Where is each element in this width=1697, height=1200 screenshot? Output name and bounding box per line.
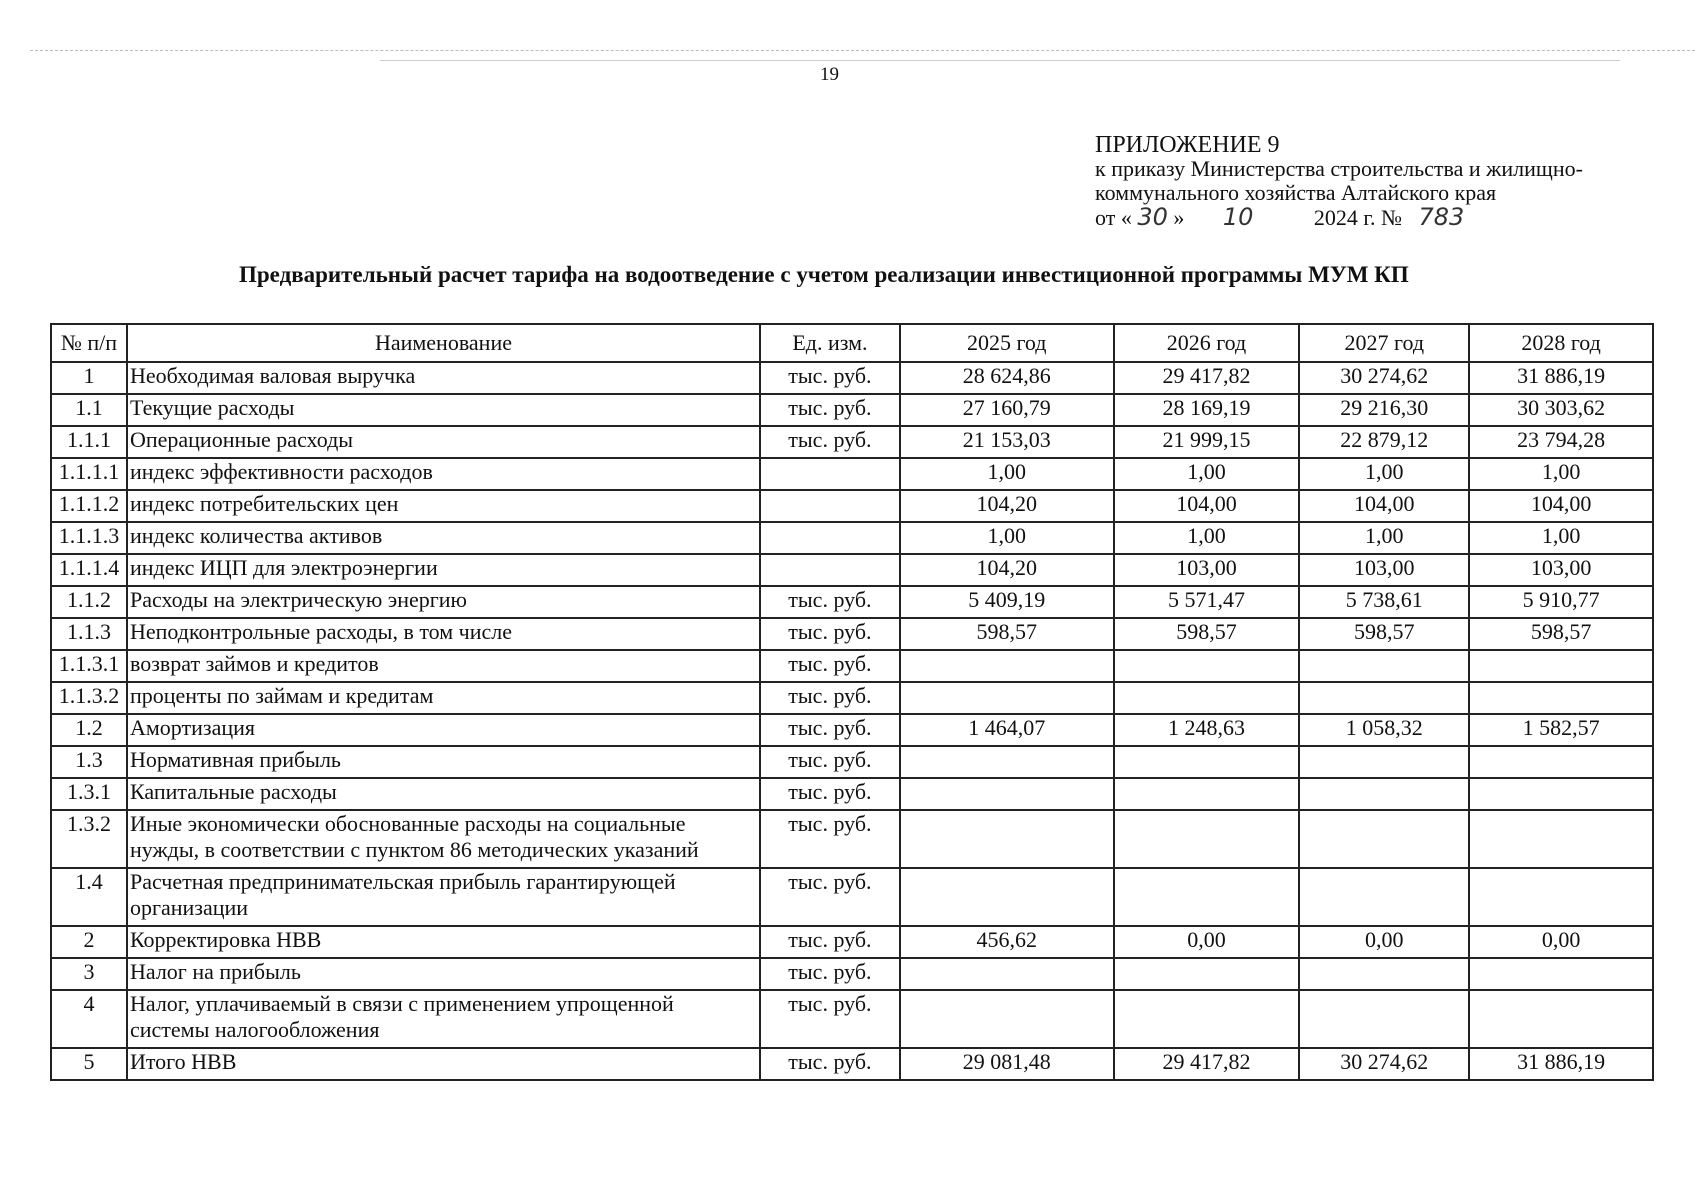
table-row [51,490,1653,522]
value-2025 [900,958,1114,990]
row-unit [760,490,900,522]
value-2028: 1 582,57 [1469,714,1653,746]
value-2028: 31 886,19 [1469,1048,1653,1080]
table-row [51,746,1653,778]
table-row [51,958,1653,990]
row-name: Необходимая валовая выручка [127,362,760,394]
row-name: проценты по займам и кредитам [127,682,760,714]
value-2028: 31 886,19 [1469,362,1653,394]
value-2027: 1,00 [1299,522,1469,554]
appendix-line-1: к приказу Министерства строительства и жилищно- [1095,156,1583,181]
value-2026: 598,57 [1114,618,1300,650]
value-2026: 103,00 [1114,554,1300,586]
table-row [51,810,1653,868]
row-name: Неподконтрольные расходы, в том числе [127,618,760,650]
table-row [51,458,1653,490]
row-number: 1.1.1 [51,426,127,458]
row-number: 1.1.1.2 [51,490,127,522]
value-2026: 29 417,82 [1114,362,1300,394]
value-2027: 29 216,30 [1299,394,1469,426]
value-2026: 21 999,15 [1114,426,1300,458]
table-row [51,926,1653,958]
row-name: Иные экономически обоснованные расходы на социальные нужды, в соответствии с пунктом 86 методических указаний [127,810,760,868]
row-unit [760,458,900,490]
value-2027: 30 274,62 [1299,1048,1469,1080]
value-2026 [1114,810,1300,868]
row-number: 1.1.2 [51,586,127,618]
value-2026 [1114,682,1300,714]
row-unit: тыс. руб. [760,868,900,926]
document-title: Предварительный расчет тарифа на водоотведение с учетом реализации инвестиционной программы МУМ КП [239,262,1409,287]
row-unit: тыс. руб. [760,650,900,682]
value-2027 [1299,810,1469,868]
header-name: Наименование [127,324,760,362]
value-2027 [1299,778,1469,810]
row-name: Расчетная предпринимательская прибыль гарантирующей организации [127,868,760,926]
value-2028 [1469,682,1653,714]
value-2027: 1 058,32 [1299,714,1469,746]
row-unit: тыс. руб. [760,426,900,458]
value-2025 [900,778,1114,810]
top-scan-rule-secondary [380,60,1620,61]
table-row [51,682,1653,714]
row-number: 5 [51,1048,127,1080]
row-unit: тыс. руб. [760,394,900,426]
header-2027: 2027 год [1299,324,1469,362]
value-2027 [1299,958,1469,990]
row-name: индекс потребительских цен [127,490,760,522]
appendix-date-line [1095,205,1583,230]
row-number: 1.2 [51,714,127,746]
value-2027 [1299,682,1469,714]
row-unit: тыс. руб. [760,586,900,618]
row-unit: тыс. руб. [760,746,900,778]
row-unit [760,554,900,586]
value-2028 [1469,650,1653,682]
row-number: 1.1.3.2 [51,682,127,714]
value-2025 [900,746,1114,778]
value-2025: 1,00 [900,458,1114,490]
appendix-line-2: коммунального хозяйства Алтайского края [1095,180,1497,205]
value-2028 [1469,746,1653,778]
table-row [51,618,1653,650]
row-number: 1.1.1.3 [51,522,127,554]
value-2025: 29 081,48 [900,1048,1114,1080]
row-unit: тыс. руб. [760,1048,900,1080]
value-2026 [1114,778,1300,810]
value-2028 [1469,778,1653,810]
row-number: 1.1.3 [51,618,127,650]
value-2025 [900,650,1114,682]
value-2027 [1299,868,1469,926]
row-name: Расходы на электрическую энергию [127,586,760,618]
row-unit: тыс. руб. [760,990,900,1048]
value-2028: 104,00 [1469,490,1653,522]
value-2026: 1,00 [1114,458,1300,490]
value-2028 [1469,958,1653,990]
value-2025 [900,868,1114,926]
date-month-handwritten: 10 [1222,203,1254,231]
value-2027: 103,00 [1299,554,1469,586]
value-2028: 5 910,77 [1469,586,1653,618]
row-number: 1.1.3.1 [51,650,127,682]
row-number: 1.3 [51,746,127,778]
value-2027: 598,57 [1299,618,1469,650]
value-2025: 21 153,03 [900,426,1114,458]
value-2025: 1 464,07 [900,714,1114,746]
table-row [51,778,1653,810]
row-name: Операционные расходы [127,426,760,458]
value-2025: 104,20 [900,554,1114,586]
row-name: Корректировка НВВ [127,926,760,958]
row-number: 1.1.1.4 [51,554,127,586]
table-row [51,426,1653,458]
value-2025: 598,57 [900,618,1114,650]
header-2025: 2025 год [900,324,1114,362]
row-unit: тыс. руб. [760,618,900,650]
row-name: Амортизация [127,714,760,746]
header-2028: 2028 год [1469,324,1653,362]
value-2026 [1114,958,1300,990]
value-2028: 0,00 [1469,926,1653,958]
value-2025: 104,20 [900,490,1114,522]
value-2027: 22 879,12 [1299,426,1469,458]
row-unit: тыс. руб. [760,362,900,394]
value-2025: 27 160,79 [900,394,1114,426]
value-2026: 1,00 [1114,522,1300,554]
row-unit [760,522,900,554]
row-number: 1 [51,362,127,394]
table-row [51,554,1653,586]
table-row [51,586,1653,618]
value-2028: 30 303,62 [1469,394,1653,426]
page-number: 19 [820,64,839,85]
table-row [51,650,1653,682]
value-2025: 1,00 [900,522,1114,554]
header-2026: 2026 год [1114,324,1300,362]
row-number: 3 [51,958,127,990]
value-2026: 0,00 [1114,926,1300,958]
value-2027 [1299,990,1469,1048]
row-name: индекс количества активов [127,522,760,554]
table-row [51,394,1653,426]
row-number: 1.1.1.1 [51,458,127,490]
row-name: Капитальные расходы [127,778,760,810]
table-row [51,1048,1653,1080]
value-2026: 1 248,63 [1114,714,1300,746]
date-day-handwritten: 30 [1137,203,1168,231]
value-2026 [1114,868,1300,926]
row-number: 1.1 [51,394,127,426]
value-2026 [1114,650,1300,682]
table-row [51,868,1653,926]
date-prefix: от « [1095,205,1132,230]
row-unit: тыс. руб. [760,958,900,990]
value-2028: 598,57 [1469,618,1653,650]
tariff-table [50,323,1654,1081]
row-number: 1.3.2 [51,810,127,868]
row-name: Текущие расходы [127,394,760,426]
row-name: индекс эффективности расходов [127,458,760,490]
value-2025 [900,810,1114,868]
value-2028: 1,00 [1469,522,1653,554]
value-2025: 456,62 [900,926,1114,958]
row-unit: тыс. руб. [760,778,900,810]
value-2026 [1114,746,1300,778]
order-number-handwritten: 783 [1418,203,1465,231]
value-2028: 1,00 [1469,458,1653,490]
table-row [51,990,1653,1048]
table-row [51,522,1653,554]
value-2028 [1469,990,1653,1048]
row-unit: тыс. руб. [760,926,900,958]
header-unit: Ед. изм. [760,324,900,362]
value-2025: 28 624,86 [900,362,1114,394]
value-2027: 0,00 [1299,926,1469,958]
value-2028: 23 794,28 [1469,426,1653,458]
value-2027: 5 738,61 [1299,586,1469,618]
row-name: Налог на прибыль [127,958,760,990]
row-number: 1.4 [51,868,127,926]
value-2027: 104,00 [1299,490,1469,522]
value-2028 [1469,810,1653,868]
value-2028: 103,00 [1469,554,1653,586]
row-number: 1.3.1 [51,778,127,810]
row-number: 4 [51,990,127,1048]
value-2025: 5 409,19 [900,586,1114,618]
row-unit: тыс. руб. [760,682,900,714]
table-row [51,714,1653,746]
value-2027: 1,00 [1299,458,1469,490]
row-name: индекс ИЦП для электроэнергии [127,554,760,586]
value-2026: 28 169,19 [1114,394,1300,426]
value-2025 [900,682,1114,714]
row-name: возврат займов и кредитов [127,650,760,682]
value-2026: 104,00 [1114,490,1300,522]
table-header-row [51,324,1653,362]
date-mid: » [1173,205,1185,230]
row-unit: тыс. руб. [760,810,900,868]
row-name: Нормативная прибыль [127,746,760,778]
value-2027 [1299,650,1469,682]
value-2026: 29 417,82 [1114,1048,1300,1080]
row-name: Налог, уплачиваемый в связи с применением упрощенной системы налогообложения [127,990,760,1048]
value-2028 [1469,868,1653,926]
value-2027 [1299,746,1469,778]
row-number: 2 [51,926,127,958]
header-num: № п/п [51,324,127,362]
value-2026 [1114,990,1300,1048]
row-unit: тыс. руб. [760,714,900,746]
value-2027: 30 274,62 [1299,362,1469,394]
table-row [51,362,1653,394]
top-scan-rule [30,50,1697,51]
value-2026: 5 571,47 [1114,586,1300,618]
value-2025 [900,990,1114,1048]
date-year: 2024 г. № [1313,205,1402,230]
appendix-block [1095,133,1583,230]
row-name: Итого НВВ [127,1048,760,1080]
appendix-title: ПРИЛОЖЕНИЕ 9 [1095,132,1280,158]
